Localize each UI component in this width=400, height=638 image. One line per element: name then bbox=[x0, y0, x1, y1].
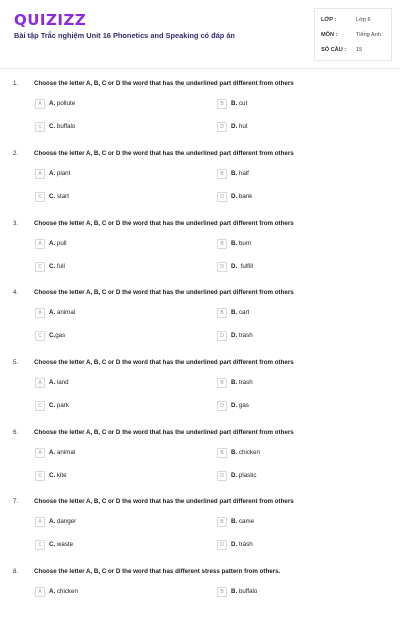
option-word: burn bbox=[237, 240, 252, 247]
option-checkbox[interactable]: A bbox=[35, 517, 45, 527]
option-text bbox=[231, 100, 247, 107]
option-checkbox[interactable]: D bbox=[217, 192, 227, 202]
option-checkbox[interactable]: B bbox=[217, 308, 227, 318]
option-checkbox[interactable]: A bbox=[35, 239, 45, 249]
option-checkbox[interactable]: B bbox=[217, 448, 227, 458]
option-text bbox=[49, 588, 78, 595]
option-key: B. bbox=[231, 309, 238, 316]
question-number: 7. bbox=[13, 498, 19, 505]
option-text bbox=[231, 193, 252, 200]
option-word: park bbox=[55, 402, 69, 409]
option-text bbox=[49, 309, 75, 316]
option-checkbox[interactable]: C bbox=[35, 262, 45, 272]
option-text bbox=[231, 588, 257, 595]
question-item bbox=[0, 150, 400, 220]
option-word: start bbox=[55, 193, 69, 200]
option-text bbox=[49, 123, 75, 130]
option-text bbox=[231, 518, 254, 525]
option-word: trash bbox=[237, 541, 253, 548]
option-key: A. bbox=[49, 170, 56, 177]
option-key: C. bbox=[49, 541, 56, 548]
option-text bbox=[49, 100, 75, 107]
option-text bbox=[231, 449, 260, 456]
option-checkbox[interactable]: A bbox=[35, 308, 45, 318]
option-checkbox[interactable]: A bbox=[35, 169, 45, 179]
option-text bbox=[231, 472, 256, 479]
header-divider bbox=[0, 68, 400, 69]
option-word: cut bbox=[237, 100, 248, 107]
question-text: Choose the letter A, B, C or D the word that has different stress pattern from others. bbox=[34, 568, 281, 575]
question-text: Choose the letter A, B, C or D the word that has the underlined part different from others bbox=[34, 359, 294, 366]
option-word: buffalo bbox=[55, 123, 76, 130]
option-checkbox[interactable]: D bbox=[217, 331, 227, 341]
option-word: plastic bbox=[237, 472, 257, 479]
option-key: D. bbox=[231, 541, 238, 548]
option-word: half bbox=[237, 170, 249, 177]
quizizz-logo[interactable]: QUIZIZZ bbox=[14, 11, 87, 29]
option-key: C. bbox=[49, 193, 56, 200]
option-text bbox=[49, 379, 69, 386]
option-text bbox=[49, 541, 73, 548]
question-number: 5. bbox=[13, 359, 19, 366]
question-number: 6. bbox=[13, 429, 19, 436]
question-number: 2. bbox=[13, 150, 19, 157]
question-item bbox=[0, 289, 400, 359]
option-checkbox[interactable]: C bbox=[35, 471, 45, 481]
option-key: D. bbox=[231, 332, 238, 339]
option-key: A. bbox=[49, 100, 56, 107]
option-key: D. bbox=[231, 402, 238, 409]
option-key: A. bbox=[49, 449, 56, 456]
option-checkbox[interactable]: C bbox=[35, 401, 45, 411]
option-key: A. bbox=[49, 240, 56, 247]
option-word: buffalo bbox=[237, 588, 258, 595]
question-number: 4. bbox=[13, 289, 19, 296]
question-text: Choose the letter A, B, C or D the word that has the underlined part different from others bbox=[34, 289, 294, 296]
meta-grade-label: LỚP : bbox=[321, 17, 337, 23]
worksheet-title: Bài tập Trắc nghiệm Unit 16 Phonetics and Speaking có đáp án bbox=[14, 31, 235, 40]
option-checkbox[interactable]: D bbox=[217, 401, 227, 411]
option-text bbox=[231, 332, 253, 339]
question-text: Choose the letter A, B, C or D the word that has the underlined part different from others bbox=[34, 220, 294, 227]
option-text bbox=[49, 472, 67, 479]
option-text bbox=[231, 123, 248, 130]
question-item bbox=[0, 498, 400, 568]
option-checkbox[interactable]: A bbox=[35, 378, 45, 388]
option-checkbox[interactable]: A bbox=[35, 448, 45, 458]
option-checkbox[interactable]: D bbox=[217, 262, 227, 272]
question-item bbox=[0, 80, 400, 150]
option-word: chicken bbox=[237, 449, 260, 456]
meta-count-label: SỐ CÂU : bbox=[321, 47, 347, 53]
option-key: B. bbox=[231, 170, 238, 177]
option-key: B. bbox=[231, 100, 238, 107]
option-word: kite bbox=[55, 472, 67, 479]
question-text: Choose the letter A, B, C or D the word that has the underlined part different from others bbox=[34, 150, 294, 157]
option-key: B. bbox=[231, 379, 238, 386]
option-text bbox=[49, 449, 75, 456]
option-checkbox[interactable]: C bbox=[35, 122, 45, 132]
option-word: came bbox=[237, 518, 255, 525]
option-key: C. bbox=[49, 332, 56, 339]
option-word: pollute bbox=[55, 100, 76, 107]
option-word: gas bbox=[55, 332, 66, 339]
option-word: plant bbox=[55, 170, 71, 177]
option-text bbox=[231, 170, 249, 177]
option-checkbox[interactable]: B bbox=[217, 239, 227, 249]
option-checkbox[interactable]: A bbox=[35, 99, 45, 109]
question-item bbox=[0, 220, 400, 290]
option-key: D. bbox=[231, 123, 238, 130]
option-text bbox=[49, 170, 70, 177]
option-text bbox=[49, 240, 67, 247]
option-text bbox=[49, 402, 69, 409]
option-word: fulfill bbox=[237, 263, 254, 270]
worksheet-meta-box bbox=[314, 8, 392, 61]
option-text bbox=[49, 193, 69, 200]
option-checkbox[interactable]: A bbox=[35, 587, 45, 597]
option-word: full bbox=[55, 263, 65, 270]
option-word: trash bbox=[237, 379, 253, 386]
question-number: 8. bbox=[13, 568, 19, 575]
option-checkbox[interactable]: D bbox=[217, 122, 227, 132]
option-checkbox[interactable]: C bbox=[35, 331, 45, 341]
option-key: A. bbox=[49, 309, 56, 316]
option-word: animal bbox=[55, 309, 76, 316]
option-text bbox=[231, 541, 253, 548]
option-key: C. bbox=[49, 472, 56, 479]
option-word: bank bbox=[237, 193, 253, 200]
option-key: A. bbox=[49, 518, 56, 525]
question-text: Choose the letter A, B, C or D the word that has the underlined part different from others bbox=[34, 80, 294, 87]
question-number: 3. bbox=[13, 220, 19, 227]
option-key: B. bbox=[231, 240, 238, 247]
question-item bbox=[0, 568, 400, 638]
question-text: Choose the letter A, B, C or D the word that has the underlined part different from others bbox=[34, 429, 294, 436]
option-checkbox[interactable]: B bbox=[217, 169, 227, 179]
question-text: Choose the letter A, B, C or D the word that has the underlined part different from others bbox=[34, 498, 294, 505]
option-word: waste bbox=[55, 541, 74, 548]
question-number: 1. bbox=[13, 80, 19, 87]
meta-grade-value: Lớp 6 bbox=[356, 17, 371, 23]
option-key: C. bbox=[49, 402, 56, 409]
option-text bbox=[231, 240, 251, 247]
option-word: pull bbox=[55, 240, 67, 247]
option-text bbox=[231, 402, 249, 409]
option-checkbox[interactable]: B bbox=[217, 587, 227, 597]
option-word: animal bbox=[55, 449, 76, 456]
option-text bbox=[49, 518, 76, 525]
option-key: D. bbox=[231, 472, 238, 479]
option-word: danger bbox=[55, 518, 77, 525]
option-word: hut bbox=[237, 123, 248, 130]
option-key: D. bbox=[231, 263, 238, 270]
option-key: B. bbox=[231, 518, 238, 525]
option-checkbox[interactable]: C bbox=[35, 192, 45, 202]
option-text bbox=[231, 263, 253, 270]
option-word: chicken bbox=[55, 588, 78, 595]
option-checkbox[interactable]: B bbox=[217, 99, 227, 109]
option-word: gas bbox=[237, 402, 249, 409]
option-key: C. bbox=[49, 263, 56, 270]
option-checkbox[interactable]: B bbox=[217, 517, 227, 527]
option-word: cart bbox=[237, 309, 250, 316]
option-key: A. bbox=[49, 379, 56, 386]
option-key: B. bbox=[231, 449, 238, 456]
meta-count-value: 15 bbox=[356, 47, 363, 53]
option-checkbox[interactable]: B bbox=[217, 378, 227, 388]
option-key: D. bbox=[231, 193, 238, 200]
option-checkbox[interactable]: D bbox=[217, 471, 227, 481]
meta-subject-value: Tiếng Anh bbox=[356, 32, 381, 38]
option-checkbox[interactable]: C bbox=[35, 540, 45, 550]
meta-subject-label: MÔN : bbox=[321, 32, 338, 38]
option-text bbox=[49, 263, 65, 270]
option-text bbox=[231, 309, 249, 316]
worksheet-header bbox=[0, 0, 400, 66]
option-text bbox=[49, 332, 65, 339]
option-text bbox=[231, 379, 253, 386]
option-word: trash bbox=[237, 332, 253, 339]
option-checkbox[interactable]: D bbox=[217, 540, 227, 550]
question-item bbox=[0, 359, 400, 429]
option-word: land bbox=[55, 379, 69, 386]
question-item bbox=[0, 429, 400, 499]
option-key: B. bbox=[231, 588, 238, 595]
option-key: A. bbox=[49, 588, 56, 595]
option-key: C. bbox=[49, 123, 56, 130]
